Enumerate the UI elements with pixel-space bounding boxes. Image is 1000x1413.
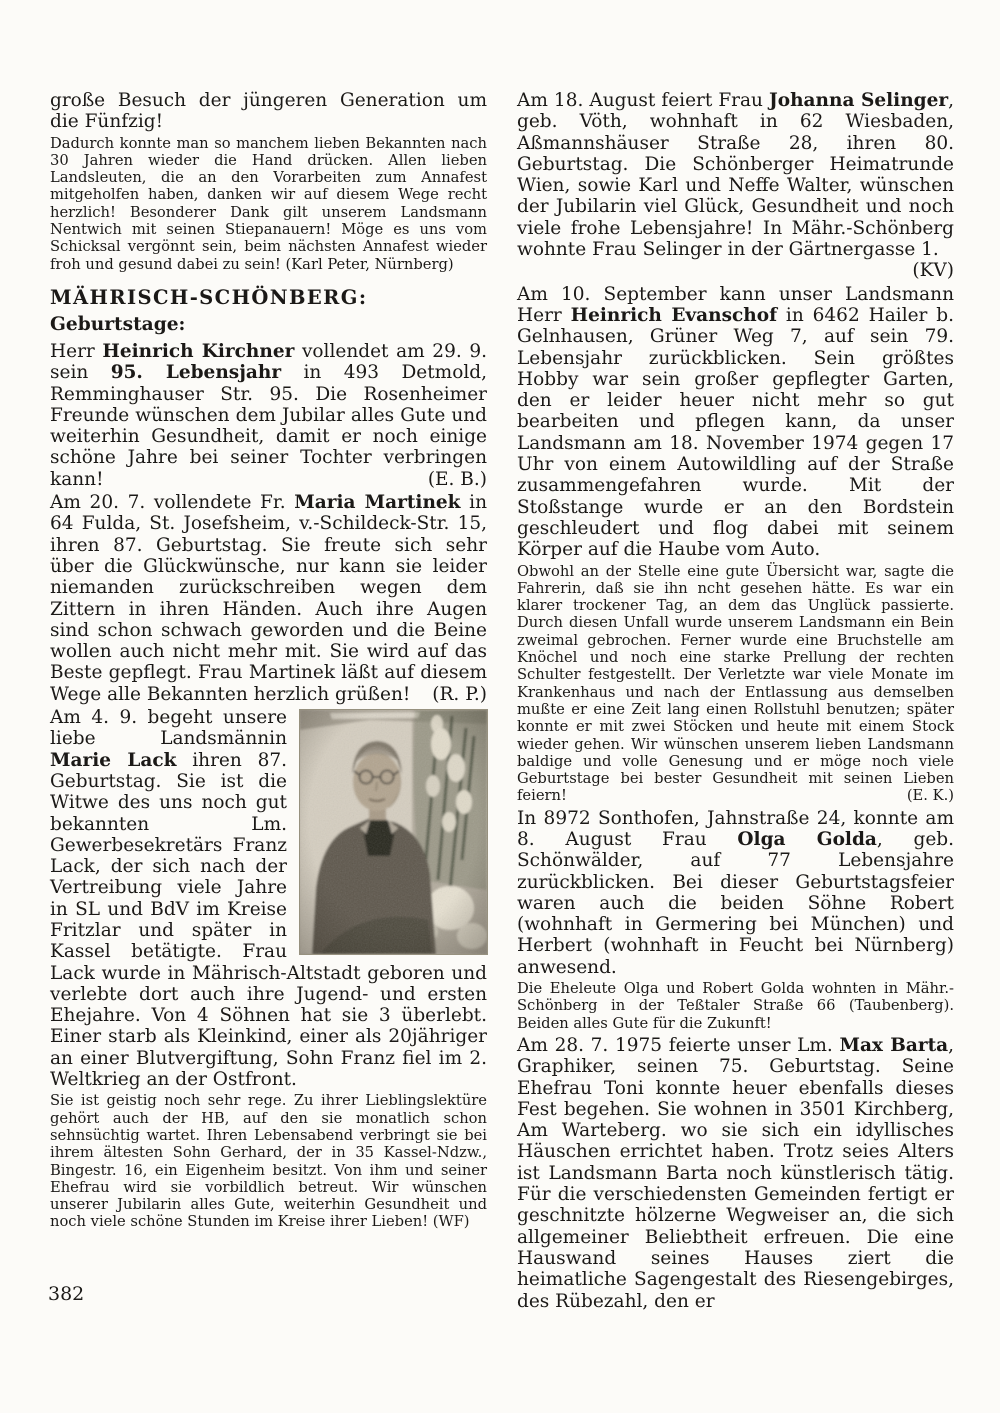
golda-birthday-paragraph: In 8972 Sonthofen, Jahnstraße 24, konnte am 8. August Frau Olga Golda, geb. Schönwälder, auf 77 Lebensjahre zurückblicken. Bei dieser Geburtstagsfeier waren auch die beiden Söhne Robert (wohnhaft in Germering bei München) und Herbert (wohnhaft in Feucht bei Nürnberg) anwesend. bbox=[517, 807, 954, 978]
lack-birthday-article bbox=[50, 707, 487, 1092]
lack-birthday-paragraph: Am 4. 9. begeht unsere liebe Landsmännin Marie Lack ihren 87. Geburtstag. Sie ist die Witwe des uns noch gut bekannten Lm. Gewerbesekretärs Franz Lack, der sich nach der Vertreibung viele Jahre in SL und BdV im Kreise Fritzlar und später in Kassel betätigte. Frau Lack wurde in Mährisch-Altstadt geboren und verlebte dort auch ihre Jugend- und ersten Ehejahre. Von 4 Söhnen hat sie 3 überlebt. Einer starb als Kleinkind, einer als 20jähriger an einer Blutvergiftung, Sohn Franz fiel im 2. Weltkrieg an der Ostfront. bbox=[50, 707, 487, 1091]
marie-lack-photo-graphic bbox=[300, 710, 487, 954]
marie-lack-photo bbox=[300, 710, 487, 954]
section-heading-maehrisch-schoenberg: MÄHRISCH-SCHÖNBERG: bbox=[50, 285, 368, 309]
selinger-birthday-paragraph: Am 18. August feiert Frau Johanna Selinger, geb. Vöth, wohnhaft in 62 Wiesbaden, Aßmannshäuser Straße 28, ihren 80. Geburtstag. Die Schönberger Heimatrunde Wien, sowie Karl und Neffe Walter, wünschen der Jubilarin viel Glück, Gesundheit und noch viele frohe Lebensjahre! In Mähr.-Schönberg wohnte Frau Selinger in der Gärtnergasse 1. (KV) bbox=[517, 90, 955, 282]
golda-small-print: Die Eheleute Olga und Robert Golda wohnten in Mähr.-Schönberg in der Teßtaler Straße 66 (Taubenberg). Beiden alles Gute für die Zukunft! bbox=[517, 980, 954, 1032]
evanschof-birthday-paragraph: Am 10. September kann unser Landsmann Herr Heinrich Evanschof in 6462 Hailer b. Gelnhausen, Grüner Weg 7, auf sein 79. Lebensjahr zurückblicken. Sein größtes Hobby war sein großer gepflegter Garten, den er leider heuer nicht mehr so gut bearbeiten und pflegen kann, da unser Landsmann am 18. November 1974 gegen 17 Uhr von einem Autowildling auf der Straße zusammengefahren wurde. Mit der Stoßstange wurde er an den Bordstein geschleudert und flog dabei mit seinem Körper auf die Haube vom Auto. bbox=[517, 283, 955, 561]
subheading-geburtstage: Geburtstage: bbox=[50, 313, 186, 335]
page-number: 382 bbox=[48, 1283, 85, 1305]
barta-birthday-paragraph: Am 28. 7. 1975 feierte unser Lm. Max Barta, Graphiker, seinen 75. Geburtstag. Seine Ehefrau Toni konnte heuer ebenfalls dieses Fest begehen. Sie wohnen in 3501 Kirchberg, Am Warteberg. wo sie sich ein idyllisches Häuschen errichtet haben. Trotz seies Alters ist Landsmann Barta noch künstlerisch tätig. Für die verschiedensten Gemeinden fertigt er geschnitzte hölzerne Wegweiser an, die sich allgemeiner Beliebtheit erfreuen. Die eine Hauswand seines Hauses ziert die heimatliche Sagengestalt des Riesengebirges, des Rübezahl, den er bbox=[517, 1034, 954, 1312]
left-column bbox=[50, 90, 487, 1234]
martinek-birthday-paragraph: Am 20. 7. vollendete Fr. Maria Martinek in 64 Fulda, St. Josefsheim, v.-Schildeck-Str. 15, ihren 87. Geburtstag. Sie freute sich sehr über die Glückwünsche, nur kann sie leider niemanden zurückschreiben wegen dem Zittern in ihren Händen. Auch ihre Augen sind schon schwach geworden und die Beine wollen auch nicht mehr mit. Sie wird auf das Beste gepflegt. Frau Martinek läßt auf diesem Wege alle Bekannten herzlich grüßen! (R. P.) bbox=[50, 492, 487, 705]
lack-small-print: Sie ist geistig noch sehr rege. Zu ihrer Lieblingslektüre gehört auch der HB, auf den sie monatlich schon sehnsüchtig wartet. Ihren Lebensabend verbringt sie bei ihrem ältesten Sohn Gerhard, der in 35 Kassel-Ndzw., Bingestr. 16, ein Eigenheim besitzt. Von ihm und seiner Ehefrau wird sie vorbildlich betreut. Wir wünschen unserer Jubilarin alles Gute, weiterhin Gesundheit und noch viele schöne Stunden im Kreise ihrer Lieben! (WF) bbox=[50, 1092, 487, 1231]
annafest-closing-text: große Besuch der jüngeren Generation um die Fünfzig! bbox=[50, 90, 487, 133]
evanschof-accident-small-print: Obwohl an der Stelle eine gute Übersicht war, sagte die Fahrerin, daß sie ihn ncht gesehen hätte. Es war ein klarer trockener Tag, an dem das Unglück passierte. Durch diesen Unfall wurde unserem Landsmann ein Bein zweimal gebrochen. Ferner wurde eine Bruchstelle am Knöchel und noch eine starke Prellung der rechten Schulter festgestellt. Der Verletzte war viele Monate im Krankenhaus und nach der Entlassung aus demselben mußte er eine Zeit lang einen Rollstuhl benutzen; später konnte er mit zwei Stöcken und heute mit einem Stock wieder gehen. Wir wünschen unserem lieben Landsmann baldige und volle Genesung und er möge noch viele Geburtstage bei bester Gesundheit mit seinen Lieben feiern! (E. K.) bbox=[517, 562, 954, 805]
annafest-small-print: Dadurch konnte man so manchem lieben Bekannten nach 30 Jahren wieder die Hand drücken. Allen lieben Landsleuten, die an den Vorarbeiten zum Annafest mitgeholfen haben, danken wir auf diesem Wege recht herzlich! Besonderer Dank gilt unserem Landsmann Nentwich mit seinen Stiepanauern! Möge es uns vom Schicksal vergönnt sein, beim nächsten Annafest wieder froh und gesund dabei zu sein! (Karl Peter, Nürnberg) bbox=[50, 134, 487, 273]
kirchner-birthday-paragraph: Herr Heinrich Kirchner vollendet am 29. 9. sein 95. Lebensjahr in 493 Detmold, Remminghauser Str. 95. Die Rosenheimer Freunde wünschen dem Jubilar alles Gute und weiterhin Gesundheit, damit er noch einige schöne Jahre bei seiner Tochter verbringen kann! (E. B.) bbox=[50, 340, 487, 490]
right-column bbox=[517, 90, 954, 1314]
